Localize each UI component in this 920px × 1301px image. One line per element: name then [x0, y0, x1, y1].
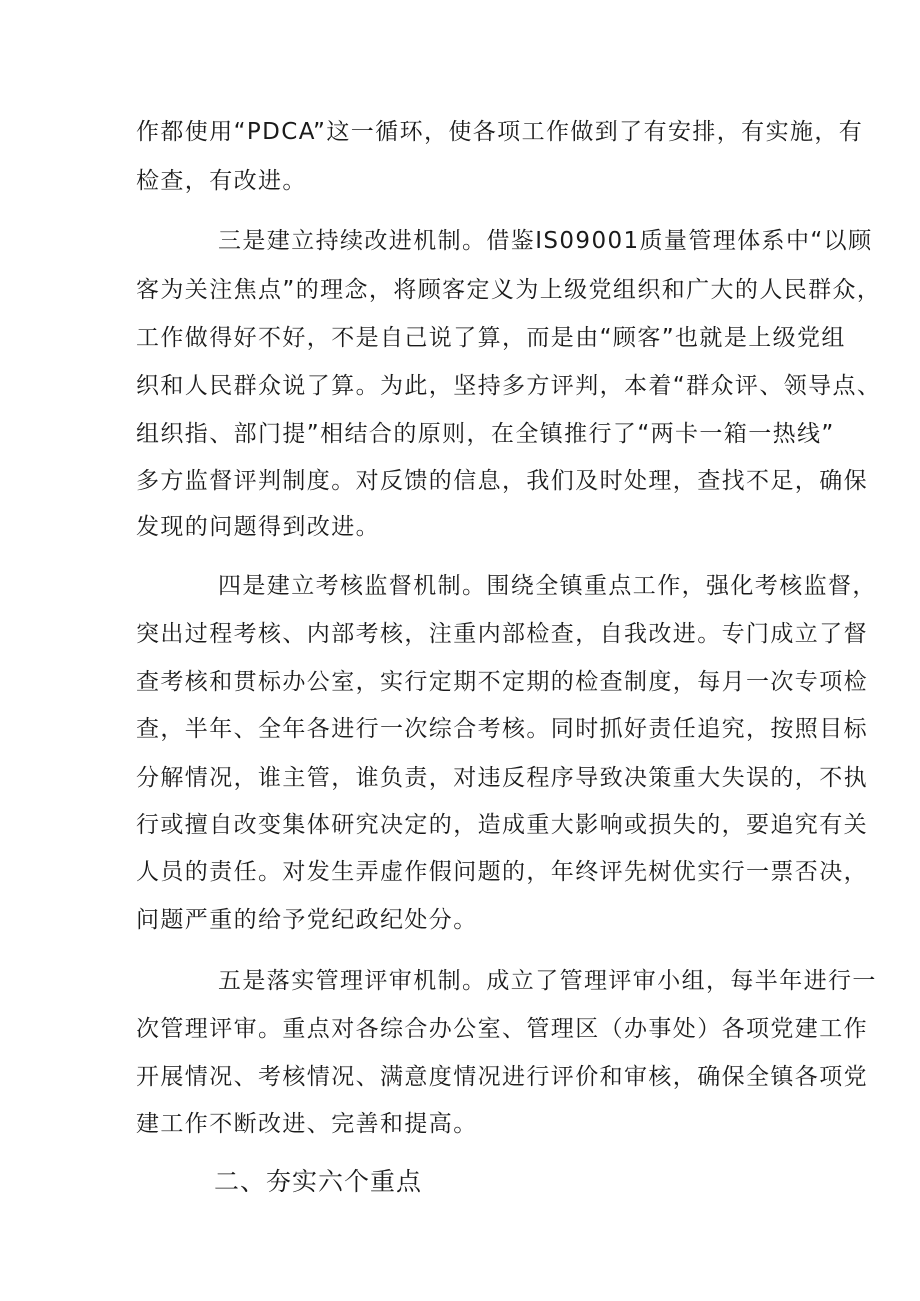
paragraph-3-line-8: 问题严重的给予党纪政纪处分。	[136, 907, 478, 933]
paragraph-2-line-5: 组织指、部门提”相结合的原则，在全镇推行了“两卡一箱一热线”	[136, 421, 835, 447]
paragraph-3-line-2: 突出过程考核、内部考核，注重内部检查，自我改进。专门成立了督	[136, 621, 868, 647]
paragraph-3-line-5: 分解情况，谁主管，谁负责，对违反程序导致决策重大失误的，不执	[136, 765, 868, 791]
paragraph-2-line-3: 工作做得好不好，不是自己说了算，而是由“顾客”也就是上级党组	[136, 325, 846, 351]
paragraph-2-line-6: 多方监督评判制度。对反馈的信息，我们及时处理，查找不足，确保	[136, 468, 868, 494]
paragraph-3-line-7: 人员的责任。对发生弄虚作假问题的，年终评先树优实行一票否决，	[136, 859, 868, 885]
paragraph-4-line-1: 五是落实管理评审机制。成立了管理评审小组，每半年进行一	[218, 968, 877, 994]
paragraph-3-line-4: 查，半年、全年各进行一次综合考核。同时抓好责任追究，按照目标	[136, 716, 868, 742]
paragraph-2-line-4: 织和人民群众说了算。为此，坚持多方评判，本着“群众评、领导点、	[136, 373, 882, 399]
section-heading: 二、夯实六个重点	[214, 1167, 423, 1196]
paragraph-4-line-4: 建工作不断改进、完善和提高。	[136, 1111, 478, 1137]
paragraph-3-line-3: 查考核和贯标办公室，实行定期不定期的检查制度，每月一次专项检	[136, 669, 868, 695]
paragraph-1-line-1: 作都使用“PDCA”这一循环，使各项工作做到了有安排，有实施，有	[136, 119, 864, 145]
paragraph-2-line-7: 发现的问题得到改进。	[136, 514, 380, 540]
paragraph-2-line-1: 三是建立持续改进机制。借鉴IS09001质量管理体系中“以顾	[218, 228, 873, 254]
paragraph-4-line-2: 次管理评审。重点对各综合办公室、管理区（办事处）各项党建工作	[136, 1016, 868, 1042]
paragraph-2-line-2: 客为关注焦点”的理念，将顾客定义为上级党组织和广大的人民群众，	[136, 277, 882, 303]
paragraph-4-line-3: 开展情况、考核情况、满意度情况进行评价和审核，确保全镇各项党	[136, 1064, 868, 1090]
paragraph-1-line-2: 检查，有改进。	[136, 168, 307, 194]
paragraph-3-line-6: 行或擅自改变集体研究决定的，造成重大影响或损失的，要追究有关	[136, 812, 868, 838]
paragraph-3-line-1: 四是建立考核监督机制。围绕全镇重点工作，强化考核监督，	[218, 573, 877, 599]
